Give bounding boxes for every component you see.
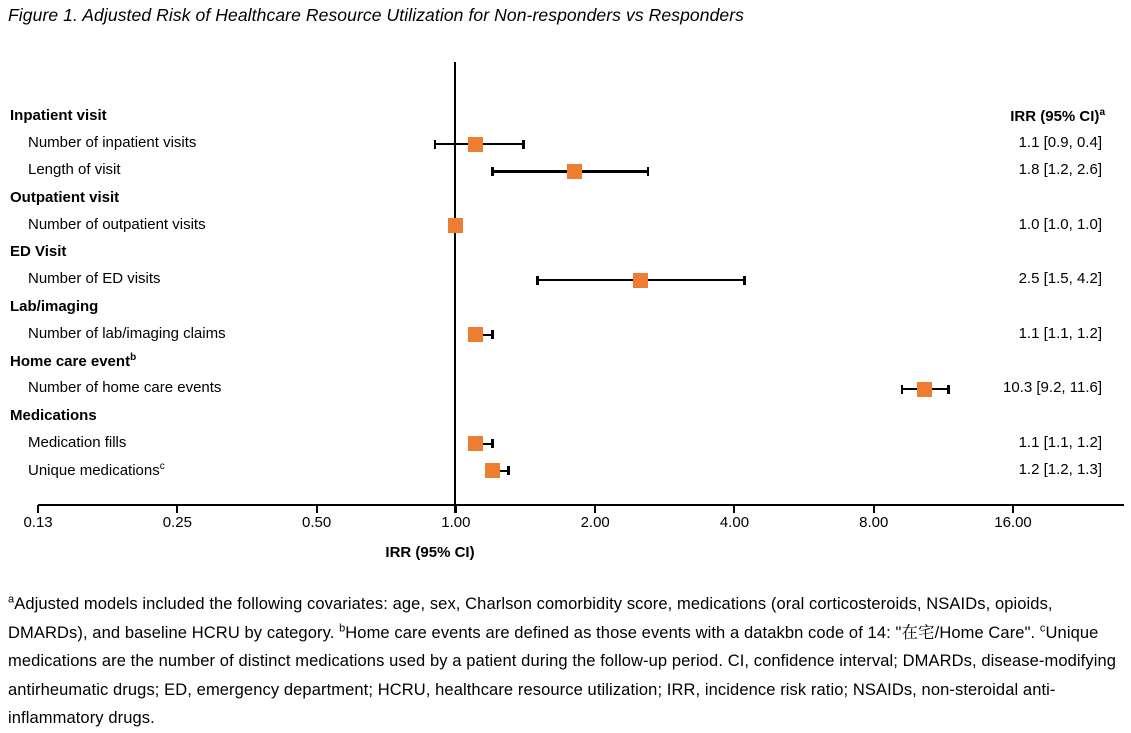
irr-marker: [448, 218, 463, 233]
footnote-superscript: c: [1039, 622, 1046, 634]
category-label: ED Visit: [10, 243, 67, 261]
x-axis-tick-label: 2.00: [580, 514, 610, 531]
x-axis-line: [38, 504, 1124, 506]
irr-value: 1.1 [1.1, 1.2]: [1018, 324, 1102, 342]
x-axis-tick-label: 16.00: [994, 514, 1032, 531]
x-axis-tick: [733, 505, 735, 513]
ci-cap-right: [491, 330, 494, 339]
irr-value: 1.8 [1.2, 2.6]: [1018, 161, 1102, 179]
label-superscript: c: [159, 460, 165, 472]
category-label: Lab/imaging: [10, 297, 99, 315]
category-label: Home care event$^b$: [10, 352, 137, 371]
ci-cap-right: [947, 385, 950, 394]
irr-marker: [917, 382, 932, 397]
irr-marker: [633, 273, 648, 288]
x-axis-tick: [455, 505, 457, 513]
ci-cap-right: [647, 167, 650, 176]
irr-column-header-sup: a: [1099, 107, 1105, 118]
category-label: Medications: [10, 406, 97, 424]
ci-cap-right: [743, 276, 746, 285]
irr-column-header-text: IRR (95% CI): [1010, 108, 1100, 125]
irr-value: 10.3 [9.2, 11.6]: [1003, 379, 1102, 397]
row-label: Unique medications$^c$: [28, 460, 165, 479]
ci-cap-left: [434, 140, 437, 149]
x-axis-tick: [873, 505, 875, 513]
ci-cap-left: [901, 385, 904, 394]
irr-value: 1.1 [0.9, 0.4]: [1018, 134, 1102, 152]
row-label: Number of ED visits: [28, 270, 161, 288]
row-label: Medication fills: [28, 433, 127, 451]
footnote-superscript: b: [339, 622, 346, 634]
irr-marker: [485, 463, 500, 478]
ci-cap-left: [491, 167, 494, 176]
irr-marker: [468, 436, 483, 451]
x-axis-tick: [37, 505, 39, 513]
irr-value: 1.2 [1.2, 1.3]: [1018, 460, 1102, 478]
irr-value: 2.5 [1.5, 4.2]: [1018, 270, 1102, 288]
ci-cap-right: [491, 439, 494, 448]
footnote-superscript: a: [8, 593, 15, 606]
ci-cap-right: [522, 140, 525, 149]
x-axis-tick-label: 0.50: [302, 514, 332, 531]
irr-value: 1.1 [1.1, 1.2]: [1018, 433, 1102, 451]
x-axis-tick-label: 0.13: [23, 514, 53, 531]
irr-marker: [468, 137, 483, 152]
ci-cap-left: [536, 276, 539, 285]
row-label: Length of visit: [28, 161, 121, 179]
row-label: Number of outpatient visits: [28, 215, 206, 233]
irr-marker: [468, 327, 483, 342]
x-axis-tick-label: 4.00: [719, 514, 750, 531]
row-label: Number of inpatient visits: [28, 134, 197, 152]
x-axis-tick-label: 1.00: [441, 514, 471, 531]
label-superscript: b: [130, 352, 137, 364]
x-axis-title: IRR (95% CI): [385, 544, 475, 561]
x-axis-tick-label: 8.00: [859, 514, 889, 531]
irr-column-header: [1010, 107, 1105, 125]
irr-value: 1.0 [1.0, 1.0]: [1018, 215, 1102, 233]
x-axis-tick: [176, 505, 178, 513]
row-label: Number of home care events: [28, 379, 222, 397]
footnotes: $^a$Adjusted models included the following covariates: age, sex, Charlson comorbidity score, medications (oral corticosteroids, NSAIDs, opioids, DMARDs), and baseline HCRU by category. $^b$Home care events are defined as those events with a datakbn code of 14: "在宅/Home Care". $^c$Unique medications are the number of distinct medications used by a patient during the follow-up period. CI, confidence interval; DMARDs, disease-modifying antirheumatic drugs; ED, emergency department; HCRU, healthcare resource utilization; IRR, incidence risk ratio; NSAIDs, non-steroidal anti-inflammatory drugs.: [8, 593, 1117, 727]
reference-line-irr-1: [454, 62, 456, 513]
category-label: Outpatient visit: [10, 188, 120, 206]
category-label: Inpatient visit: [10, 107, 107, 124]
x-axis-tick: [594, 505, 596, 513]
figure-title: Figure 1. Adjusted Risk of Healthcare Resource Utilization for Non-responders vs Responders: [8, 5, 745, 25]
irr-marker: [567, 164, 582, 179]
x-axis-tick: [1012, 505, 1014, 513]
ci-cap-right: [507, 466, 510, 475]
x-axis-tick-label: 0.25: [162, 514, 192, 531]
x-axis-tick: [316, 505, 318, 513]
row-label: Number of lab/imaging claims: [28, 324, 226, 342]
